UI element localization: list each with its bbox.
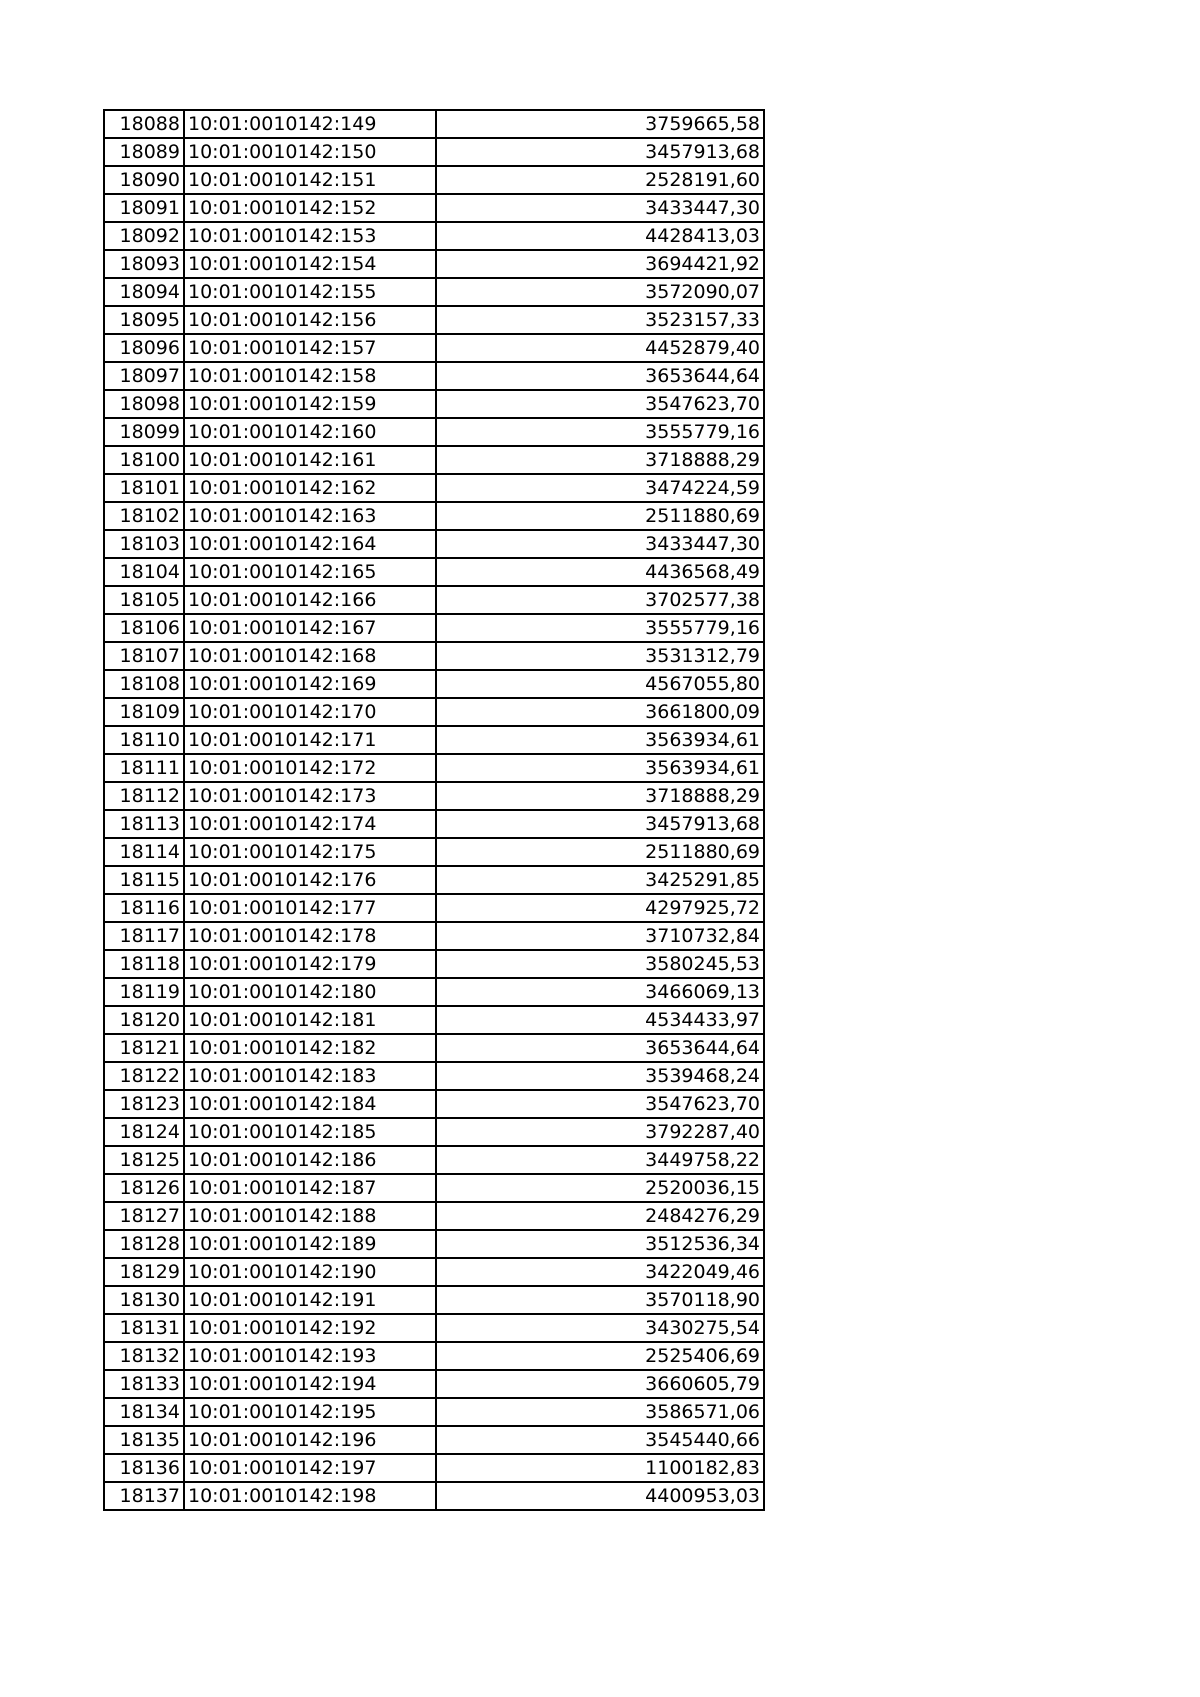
cadastral-number-cell: 10:01:0010142:164: [184, 530, 436, 558]
table-row: [104, 474, 764, 502]
value-cell: 2528191,60: [436, 166, 764, 194]
table-row: [104, 166, 764, 194]
cadastral-number-cell: 10:01:0010142:196: [184, 1426, 436, 1454]
table-row: [104, 222, 764, 250]
cadastral-number-cell: 10:01:0010142:149: [184, 110, 436, 138]
value-cell: 3572090,07: [436, 278, 764, 306]
value-cell: 4534433,97: [436, 1006, 764, 1034]
cadastral-number-cell: 10:01:0010142:183: [184, 1062, 436, 1090]
row-number-cell: 18126: [104, 1174, 184, 1202]
value-cell: 3710732,84: [436, 922, 764, 950]
row-number-cell: 18104: [104, 558, 184, 586]
data-table: [103, 109, 765, 1511]
value-cell: 3563934,61: [436, 754, 764, 782]
row-number-cell: 18116: [104, 894, 184, 922]
value-cell: 3718888,29: [436, 446, 764, 474]
row-number-cell: 18121: [104, 1034, 184, 1062]
cadastral-number-cell: 10:01:0010142:192: [184, 1314, 436, 1342]
table-row: [104, 1370, 764, 1398]
table-row: [104, 390, 764, 418]
row-number-cell: 18099: [104, 418, 184, 446]
value-cell: 3449758,22: [436, 1146, 764, 1174]
row-number-cell: 18133: [104, 1370, 184, 1398]
cadastral-number-cell: 10:01:0010142:181: [184, 1006, 436, 1034]
cadastral-number-cell: 10:01:0010142:185: [184, 1118, 436, 1146]
value-cell: 3430275,54: [436, 1314, 764, 1342]
cadastral-number-cell: 10:01:0010142:153: [184, 222, 436, 250]
cadastral-number-cell: 10:01:0010142:190: [184, 1258, 436, 1286]
table-row: [104, 586, 764, 614]
cadastral-number-cell: 10:01:0010142:191: [184, 1286, 436, 1314]
value-cell: 1100182,83: [436, 1454, 764, 1482]
value-cell: 3792287,40: [436, 1118, 764, 1146]
value-cell: 2511880,69: [436, 838, 764, 866]
cadastral-number-cell: 10:01:0010142:175: [184, 838, 436, 866]
row-number-cell: 18107: [104, 642, 184, 670]
value-cell: 3457913,68: [436, 138, 764, 166]
table-row: [104, 894, 764, 922]
row-number-cell: 18095: [104, 306, 184, 334]
value-cell: 3586571,06: [436, 1398, 764, 1426]
table-row: [104, 1118, 764, 1146]
table-row: [104, 838, 764, 866]
table-row: [104, 194, 764, 222]
row-number-cell: 18090: [104, 166, 184, 194]
value-cell: 3580245,53: [436, 950, 764, 978]
row-number-cell: 18127: [104, 1202, 184, 1230]
value-cell: 4436568,49: [436, 558, 764, 586]
value-cell: 3457913,68: [436, 810, 764, 838]
cadastral-number-cell: 10:01:0010142:186: [184, 1146, 436, 1174]
table-row: [104, 1090, 764, 1118]
table-row: [104, 278, 764, 306]
row-number-cell: 18136: [104, 1454, 184, 1482]
value-cell: 2520036,15: [436, 1174, 764, 1202]
table-row: [104, 446, 764, 474]
cadastral-number-cell: 10:01:0010142:189: [184, 1230, 436, 1258]
value-cell: 3433447,30: [436, 530, 764, 558]
cadastral-number-cell: 10:01:0010142:156: [184, 306, 436, 334]
row-number-cell: 18134: [104, 1398, 184, 1426]
row-number-cell: 18091: [104, 194, 184, 222]
row-number-cell: 18123: [104, 1090, 184, 1118]
cadastral-number-cell: 10:01:0010142:170: [184, 698, 436, 726]
value-cell: 2525406,69: [436, 1342, 764, 1370]
table-row: [104, 698, 764, 726]
table-row: [104, 782, 764, 810]
cadastral-number-cell: 10:01:0010142:184: [184, 1090, 436, 1118]
table-row: [104, 1482, 764, 1510]
value-cell: 4400953,03: [436, 1482, 764, 1510]
row-number-cell: 18131: [104, 1314, 184, 1342]
cadastral-number-cell: 10:01:0010142:194: [184, 1370, 436, 1398]
value-cell: 4297925,72: [436, 894, 764, 922]
value-cell: 4428413,03: [436, 222, 764, 250]
cadastral-number-cell: 10:01:0010142:169: [184, 670, 436, 698]
row-number-cell: 18097: [104, 362, 184, 390]
table-row: [104, 1286, 764, 1314]
cadastral-number-cell: 10:01:0010142:157: [184, 334, 436, 362]
cadastral-number-cell: 10:01:0010142:159: [184, 390, 436, 418]
row-number-cell: 18111: [104, 754, 184, 782]
table-row: [104, 306, 764, 334]
row-number-cell: 18102: [104, 502, 184, 530]
cadastral-number-cell: 10:01:0010142:187: [184, 1174, 436, 1202]
cadastral-number-cell: 10:01:0010142:163: [184, 502, 436, 530]
row-number-cell: 18119: [104, 978, 184, 1006]
value-cell: 3474224,59: [436, 474, 764, 502]
table-row: [104, 670, 764, 698]
value-cell: 2511880,69: [436, 502, 764, 530]
table-row: [104, 1230, 764, 1258]
value-cell: 3422049,46: [436, 1258, 764, 1286]
row-number-cell: 18105: [104, 586, 184, 614]
table-row: [104, 1202, 764, 1230]
cadastral-number-cell: 10:01:0010142:161: [184, 446, 436, 474]
cadastral-number-cell: 10:01:0010142:193: [184, 1342, 436, 1370]
cadastral-number-cell: 10:01:0010142:151: [184, 166, 436, 194]
cadastral-number-cell: 10:01:0010142:172: [184, 754, 436, 782]
table-row: [104, 922, 764, 950]
value-cell: 3512536,34: [436, 1230, 764, 1258]
value-cell: 3653644,64: [436, 1034, 764, 1062]
table-row: [104, 502, 764, 530]
row-number-cell: 18092: [104, 222, 184, 250]
cadastral-number-cell: 10:01:0010142:162: [184, 474, 436, 502]
value-cell: 3570118,90: [436, 1286, 764, 1314]
row-number-cell: 18122: [104, 1062, 184, 1090]
value-cell: 3523157,33: [436, 306, 764, 334]
cadastral-number-cell: 10:01:0010142:152: [184, 194, 436, 222]
row-number-cell: 18125: [104, 1146, 184, 1174]
row-number-cell: 18100: [104, 446, 184, 474]
table-row: [104, 866, 764, 894]
cadastral-number-cell: 10:01:0010142:166: [184, 586, 436, 614]
table-body: [104, 110, 764, 1510]
table-row: [104, 978, 764, 1006]
table-row: [104, 1398, 764, 1426]
row-number-cell: 18098: [104, 390, 184, 418]
row-number-cell: 18108: [104, 670, 184, 698]
cadastral-number-cell: 10:01:0010142:167: [184, 614, 436, 642]
value-cell: 3555779,16: [436, 614, 764, 642]
table-row: [104, 334, 764, 362]
row-number-cell: 18112: [104, 782, 184, 810]
value-cell: 3702577,38: [436, 586, 764, 614]
row-number-cell: 18128: [104, 1230, 184, 1258]
cadastral-number-cell: 10:01:0010142:158: [184, 362, 436, 390]
cadastral-number-cell: 10:01:0010142:188: [184, 1202, 436, 1230]
cadastral-number-cell: 10:01:0010142:155: [184, 278, 436, 306]
value-cell: 3433447,30: [436, 194, 764, 222]
table-row: [104, 1314, 764, 1342]
value-cell: 4567055,80: [436, 670, 764, 698]
table-row: [104, 726, 764, 754]
cadastral-number-cell: 10:01:0010142:160: [184, 418, 436, 446]
value-cell: 3694421,92: [436, 250, 764, 278]
row-number-cell: 18101: [104, 474, 184, 502]
value-cell: 3660605,79: [436, 1370, 764, 1398]
table-row: [104, 1426, 764, 1454]
table-row: [104, 362, 764, 390]
row-number-cell: 18135: [104, 1426, 184, 1454]
value-cell: 3563934,61: [436, 726, 764, 754]
value-cell: 3718888,29: [436, 782, 764, 810]
table-row: [104, 1454, 764, 1482]
table-row: [104, 418, 764, 446]
row-number-cell: 18129: [104, 1258, 184, 1286]
table-row: [104, 614, 764, 642]
value-cell: 3547623,70: [436, 390, 764, 418]
value-cell: 3545440,66: [436, 1426, 764, 1454]
cadastral-number-cell: 10:01:0010142:195: [184, 1398, 436, 1426]
value-cell: 3539468,24: [436, 1062, 764, 1090]
value-cell: 3531312,79: [436, 642, 764, 670]
value-cell: 2484276,29: [436, 1202, 764, 1230]
row-number-cell: 18096: [104, 334, 184, 362]
table-row: [104, 810, 764, 838]
table-row: [104, 1034, 764, 1062]
table-row: [104, 1146, 764, 1174]
table-row: [104, 250, 764, 278]
cadastral-number-cell: 10:01:0010142:178: [184, 922, 436, 950]
row-number-cell: 18113: [104, 810, 184, 838]
cadastral-number-cell: 10:01:0010142:174: [184, 810, 436, 838]
row-number-cell: 18137: [104, 1482, 184, 1510]
cadastral-number-cell: 10:01:0010142:154: [184, 250, 436, 278]
table-row: [104, 950, 764, 978]
cadastral-number-cell: 10:01:0010142:182: [184, 1034, 436, 1062]
row-number-cell: 18117: [104, 922, 184, 950]
table-row: [104, 110, 764, 138]
cadastral-number-cell: 10:01:0010142:173: [184, 782, 436, 810]
row-number-cell: 18109: [104, 698, 184, 726]
value-cell: 3653644,64: [436, 362, 764, 390]
cadastral-number-cell: 10:01:0010142:177: [184, 894, 436, 922]
row-number-cell: 18120: [104, 1006, 184, 1034]
value-cell: 4452879,40: [436, 334, 764, 362]
row-number-cell: 18088: [104, 110, 184, 138]
value-cell: 3661800,09: [436, 698, 764, 726]
row-number-cell: 18130: [104, 1286, 184, 1314]
row-number-cell: 18110: [104, 726, 184, 754]
table-row: [104, 642, 764, 670]
cadastral-number-cell: 10:01:0010142:165: [184, 558, 436, 586]
row-number-cell: 18118: [104, 950, 184, 978]
table-row: [104, 530, 764, 558]
value-cell: 3425291,85: [436, 866, 764, 894]
row-number-cell: 18114: [104, 838, 184, 866]
table-row: [104, 1258, 764, 1286]
row-number-cell: 18094: [104, 278, 184, 306]
cadastral-number-cell: 10:01:0010142:180: [184, 978, 436, 1006]
table-row: [104, 138, 764, 166]
value-cell: 3547623,70: [436, 1090, 764, 1118]
row-number-cell: 18132: [104, 1342, 184, 1370]
table-row: [104, 558, 764, 586]
value-cell: 3555779,16: [436, 418, 764, 446]
cadastral-number-cell: 10:01:0010142:150: [184, 138, 436, 166]
row-number-cell: 18124: [104, 1118, 184, 1146]
value-cell: 3466069,13: [436, 978, 764, 1006]
cadastral-number-cell: 10:01:0010142:197: [184, 1454, 436, 1482]
cadastral-number-cell: 10:01:0010142:179: [184, 950, 436, 978]
table-row: [104, 1174, 764, 1202]
cadastral-number-cell: 10:01:0010142:176: [184, 866, 436, 894]
table-row: [104, 1342, 764, 1370]
cadastral-number-cell: 10:01:0010142:171: [184, 726, 436, 754]
table-row: [104, 1006, 764, 1034]
row-number-cell: 18103: [104, 530, 184, 558]
row-number-cell: 18089: [104, 138, 184, 166]
cadastral-number-cell: 10:01:0010142:168: [184, 642, 436, 670]
row-number-cell: 18106: [104, 614, 184, 642]
row-number-cell: 18115: [104, 866, 184, 894]
table-row: [104, 1062, 764, 1090]
spreadsheet-page: [103, 109, 765, 1511]
table-row: [104, 754, 764, 782]
row-number-cell: 18093: [104, 250, 184, 278]
value-cell: 3759665,58: [436, 110, 764, 138]
cadastral-number-cell: 10:01:0010142:198: [184, 1482, 436, 1510]
